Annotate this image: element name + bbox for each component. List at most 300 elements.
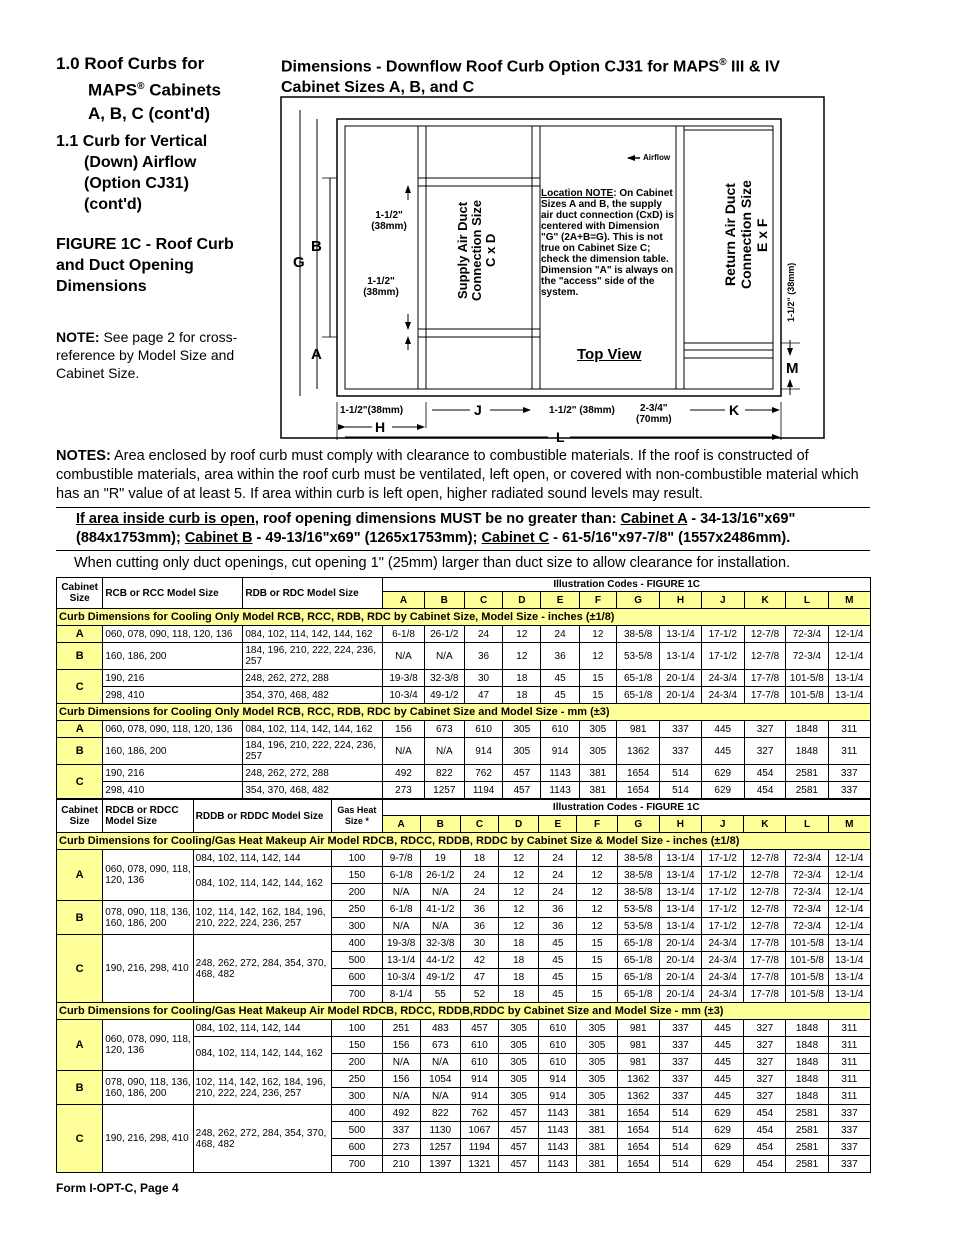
value-c: 24 <box>460 884 498 901</box>
table-row <box>57 687 871 704</box>
section-heading <box>56 52 276 125</box>
value-j: 629 <box>702 1122 744 1139</box>
cabinet-size: C <box>57 670 103 704</box>
value-d: 18 <box>503 670 541 687</box>
value-c: 47 <box>460 969 498 986</box>
diagram-title <box>281 52 881 98</box>
value-d: 12 <box>499 918 539 935</box>
value-d: 305 <box>499 1088 539 1105</box>
value-e: 610 <box>539 1054 577 1071</box>
value-f: 15 <box>577 969 617 986</box>
value-f: 12 <box>579 626 616 643</box>
value-k: 17-7/8 <box>744 969 786 986</box>
rdcb-model-size: 190, 216, 298, 410 <box>103 935 193 1003</box>
value-d: 457 <box>499 1156 539 1173</box>
value-f: 381 <box>579 765 616 782</box>
value-m: 12-1/4 <box>828 901 870 918</box>
value-e: 36 <box>539 918 577 935</box>
value-e: 24 <box>539 867 577 884</box>
value-k: 17-7/8 <box>744 687 785 704</box>
value-e: 45 <box>541 670 579 687</box>
value-a: 273 <box>383 782 424 799</box>
value-h: 20-1/4 <box>660 670 701 687</box>
value-k: 327 <box>744 1088 786 1105</box>
rddb-model-size: 084, 102, 114, 142, 144, 162 <box>193 1037 332 1071</box>
value-m: 311 <box>828 1020 870 1037</box>
value-b: N/A <box>424 738 464 765</box>
rdcb-model-size: 078, 090, 118, 136, 160, 186, 200 <box>103 1071 193 1105</box>
value-c: 42 <box>460 952 498 969</box>
cabinet-size: C <box>57 1105 103 1173</box>
value-k: 17-7/8 <box>744 952 786 969</box>
table-row <box>57 738 871 765</box>
header-illustration-codes: Illustration Codes - FIGURE 1C <box>383 578 871 592</box>
gap-upper-mm: (38mm) <box>371 221 407 232</box>
value-f: 381 <box>579 782 616 799</box>
value-m: 311 <box>828 738 870 765</box>
value-g: 38-5/8 <box>617 884 659 901</box>
value-g: 53-5/8 <box>617 901 659 918</box>
value-g: 65-1/8 <box>617 986 659 1003</box>
rcb-model-size: 190, 216 <box>103 765 243 782</box>
code-h: H <box>659 816 701 833</box>
value-b: 49-1/2 <box>420 969 460 986</box>
value-f: 15 <box>577 952 617 969</box>
value-c: 610 <box>464 721 502 738</box>
value-l: 101-5/8 <box>786 935 828 952</box>
supply-text: Supply Air Duct Connection Size <box>455 199 484 301</box>
value-j: 629 <box>702 1156 744 1173</box>
divider <box>56 507 870 508</box>
value-e: 24 <box>539 850 577 867</box>
dim-label-j: J <box>474 402 482 418</box>
notes-label: NOTES: <box>56 448 111 464</box>
value-j: 629 <box>702 1139 744 1156</box>
cabinet-b-label: Cabinet B <box>184 530 253 546</box>
rcb-model-size: 160, 186, 200 <box>103 643 243 670</box>
value-a: 10-3/4 <box>382 969 420 986</box>
dim-label-m: M <box>786 360 799 377</box>
value-h: 514 <box>659 1105 701 1122</box>
value-j: 17-1/2 <box>702 867 744 884</box>
bottom-gap-3 <box>636 403 672 425</box>
code-f: F <box>577 816 617 833</box>
rdb-model-size: 184, 196, 210, 222, 224, 236, 257 <box>243 738 383 765</box>
gas-heat-size: 200 <box>332 1054 382 1071</box>
value-m: 337 <box>828 782 870 799</box>
value-a: 156 <box>382 1071 420 1088</box>
value-f: 305 <box>579 721 616 738</box>
value-m: 13-1/4 <box>828 969 870 986</box>
value-a: 13-1/4 <box>382 952 420 969</box>
value-f: 15 <box>577 986 617 1003</box>
value-e: 45 <box>539 986 577 1003</box>
table-row <box>57 901 871 918</box>
value-a: 156 <box>383 721 424 738</box>
gas-heat-size: 250 <box>332 901 382 918</box>
value-c: 610 <box>460 1054 498 1071</box>
value-g: 981 <box>617 721 660 738</box>
value-j: 445 <box>702 1020 744 1037</box>
gas-heat-size: 400 <box>332 935 382 952</box>
value-d: 305 <box>499 1020 539 1037</box>
rdcb-model-size: 078, 090, 118, 136, 160, 186, 200 <box>103 901 193 935</box>
value-g: 1362 <box>617 738 660 765</box>
return-text: Return Air Duct Connection Size <box>722 180 754 290</box>
code-d: D <box>503 592 541 609</box>
value-h: 337 <box>659 1020 701 1037</box>
value-b: 19 <box>420 850 460 867</box>
cabinet-b-value: - 49-13/16"x69" (1265x1753mm); <box>252 530 482 546</box>
code-c: C <box>460 816 498 833</box>
value-b: 1054 <box>420 1071 460 1088</box>
value-k: 327 <box>744 721 785 738</box>
dim-label-g: G <box>293 254 305 271</box>
rddb-model-size: 102, 114, 142, 162, 184, 196, 210, 222, 224, 236, 257 <box>193 901 332 935</box>
gas-heat-size: 400 <box>332 1105 382 1122</box>
rdb-model-size: 354, 370, 468, 482 <box>243 782 383 799</box>
value-f: 12 <box>577 850 617 867</box>
code-h: H <box>660 592 701 609</box>
value-f: 15 <box>579 670 616 687</box>
value-f: 381 <box>577 1139 617 1156</box>
value-a: 156 <box>382 1037 420 1054</box>
value-d: 18 <box>499 969 539 986</box>
header-rdcb: RDCB or RDCC Model Size <box>103 800 193 833</box>
value-b: 822 <box>424 765 464 782</box>
rddb-model-size: 084, 102, 114, 142, 144, 162 <box>193 867 332 901</box>
value-k: 454 <box>744 1105 786 1122</box>
value-m: 12-1/4 <box>828 626 870 643</box>
header-rddb: RDDB or RDDC Model Size <box>193 800 332 833</box>
value-m: 337 <box>828 1122 870 1139</box>
value-a: 19-3/8 <box>382 935 420 952</box>
value-e: 610 <box>539 1037 577 1054</box>
value-j: 629 <box>701 765 744 782</box>
cabinet-size: B <box>57 643 103 670</box>
code-l: L <box>786 816 828 833</box>
value-g: 38-5/8 <box>617 850 659 867</box>
value-c: 52 <box>460 986 498 1003</box>
table-row <box>57 670 871 687</box>
header-gas-heat: Gas Heat Size * <box>332 800 382 833</box>
gas-heat-size: 600 <box>332 969 382 986</box>
value-k: 454 <box>744 1156 786 1173</box>
value-a: 8-1/4 <box>382 986 420 1003</box>
code-b: B <box>420 816 460 833</box>
table-row <box>57 765 871 782</box>
cabinet-size: A <box>57 850 103 901</box>
subsection-line2: (Down) Airflow <box>84 154 197 171</box>
gap-lower-mm: (38mm) <box>363 287 399 298</box>
value-e: 1143 <box>539 1139 577 1156</box>
value-m: 337 <box>828 1105 870 1122</box>
value-k: 12-7/8 <box>744 884 786 901</box>
value-m: 311 <box>828 1037 870 1054</box>
value-k: 12-7/8 <box>744 867 786 884</box>
cabinet-size: A <box>57 626 103 643</box>
value-e: 1143 <box>539 1122 577 1139</box>
value-d: 12 <box>499 901 539 918</box>
value-g: 53-5/8 <box>617 918 659 935</box>
value-k: 12-7/8 <box>744 918 786 935</box>
value-m: 13-1/4 <box>828 670 870 687</box>
header-rdb: RDB or RDC Model Size <box>243 578 383 609</box>
value-e: 36 <box>541 643 579 670</box>
value-f: 15 <box>577 935 617 952</box>
gap3-mm: (70mm) <box>636 414 672 425</box>
gas-heat-size: 500 <box>332 952 382 969</box>
bottom-gap-2: 1-1/2" (38mm) <box>549 405 615 416</box>
value-j: 24-3/4 <box>702 969 744 986</box>
section-row <box>57 833 871 850</box>
value-k: 12-7/8 <box>744 643 785 670</box>
value-g: 65-1/8 <box>617 935 659 952</box>
dim-label-a: A <box>311 346 322 363</box>
value-c: 30 <box>464 670 502 687</box>
value-h: 13-1/4 <box>659 918 701 935</box>
value-b: 44-1/2 <box>420 952 460 969</box>
gas-heat-size: 600 <box>332 1139 382 1156</box>
code-e: E <box>541 592 579 609</box>
code-k: K <box>744 816 786 833</box>
value-k: 12-7/8 <box>744 901 786 918</box>
value-l: 1848 <box>786 1071 828 1088</box>
rcb-model-size: 060, 078, 090, 118, 120, 136 <box>103 626 243 643</box>
value-d: 18 <box>499 952 539 969</box>
rdcb-model-size: 060, 078, 090, 118, 120, 136 <box>103 850 193 901</box>
code-a: A <box>383 592 424 609</box>
value-l: 2581 <box>786 765 828 782</box>
value-m: 12-1/4 <box>828 867 870 884</box>
diagram-title-line2: Cabinet Sizes A, B, and C <box>281 79 475 97</box>
value-a: N/A <box>382 1054 420 1071</box>
value-e: 45 <box>539 935 577 952</box>
value-m: 12-1/4 <box>828 643 870 670</box>
rcb-model-size: 298, 410 <box>103 782 243 799</box>
value-j: 17-1/2 <box>702 884 744 901</box>
code-f: F <box>579 592 616 609</box>
value-a: N/A <box>382 918 420 935</box>
rddb-model-size: 084, 102, 114, 142, 144 <box>193 1020 332 1037</box>
value-f: 12 <box>577 918 617 935</box>
value-j: 629 <box>702 1105 744 1122</box>
value-j: 24-3/4 <box>701 670 744 687</box>
rcb-model-size: 060, 078, 090, 118, 120, 136 <box>103 721 243 738</box>
value-g: 65-1/8 <box>617 670 660 687</box>
value-h: 20-1/4 <box>659 935 701 952</box>
rddb-model-size: 248, 262, 272, 284, 354, 370, 468, 482 <box>193 935 332 1003</box>
value-f: 305 <box>577 1037 617 1054</box>
value-g: 1654 <box>617 1139 659 1156</box>
value-c: 24 <box>464 626 502 643</box>
value-b: 41-1/2 <box>420 901 460 918</box>
value-d: 18 <box>499 935 539 952</box>
note-label: NOTE: <box>56 329 100 345</box>
value-b: N/A <box>420 884 460 901</box>
gap-label-upper <box>366 210 412 232</box>
value-m: 311 <box>828 1054 870 1071</box>
value-m: 311 <box>828 721 870 738</box>
code-c: C <box>464 592 502 609</box>
code-a: A <box>382 816 420 833</box>
value-h: 13-1/4 <box>660 643 701 670</box>
value-e: 914 <box>539 1071 577 1088</box>
rdcb-model-size: 060, 078, 090, 118, 120, 136 <box>103 1020 193 1071</box>
value-a: N/A <box>383 643 424 670</box>
rddb-model-size: 084, 102, 114, 142, 144 <box>193 850 332 867</box>
maps-text: MAPS <box>88 80 138 100</box>
diagram-title-line1 <box>281 52 881 77</box>
value-k: 327 <box>744 738 785 765</box>
location-note <box>541 188 676 298</box>
value-b: N/A <box>420 1054 460 1071</box>
value-c: 1067 <box>460 1122 498 1139</box>
value-m: 337 <box>828 1139 870 1156</box>
value-l: 72-3/4 <box>786 626 828 643</box>
value-b: 483 <box>420 1020 460 1037</box>
cooling-only-table <box>56 577 871 799</box>
cabinet-size: C <box>57 765 103 799</box>
value-a: 273 <box>382 1139 420 1156</box>
value-d: 457 <box>503 765 541 782</box>
value-l: 72-3/4 <box>786 884 828 901</box>
value-b: 49-1/2 <box>424 687 464 704</box>
value-f: 305 <box>579 738 616 765</box>
value-c: 36 <box>460 918 498 935</box>
value-h: 13-1/4 <box>659 884 701 901</box>
gas-heat-size: 150 <box>332 867 382 884</box>
cabinet-c-label: Cabinet C <box>481 530 550 546</box>
value-f: 305 <box>577 1071 617 1088</box>
value-g: 1654 <box>617 765 660 782</box>
cabinet-a-mm: (884x1753mm); <box>76 530 185 546</box>
value-g: 1654 <box>617 782 660 799</box>
rddb-model-size: 102, 114, 142, 162, 184, 196, 210, 222, 224, 236, 257 <box>193 1071 332 1105</box>
value-e: 1143 <box>541 765 579 782</box>
value-g: 1362 <box>617 1088 659 1105</box>
value-f: 15 <box>579 687 616 704</box>
registered-mark: ® <box>719 57 727 68</box>
registered-mark: ® <box>137 81 145 92</box>
value-b: N/A <box>420 1088 460 1105</box>
value-l: 1848 <box>786 738 828 765</box>
value-l: 72-3/4 <box>786 867 828 884</box>
value-d: 305 <box>499 1054 539 1071</box>
value-c: 914 <box>464 738 502 765</box>
value-g: 65-1/8 <box>617 687 660 704</box>
dim-label-b: B <box>311 238 322 255</box>
value-h: 13-1/4 <box>659 901 701 918</box>
opening-limits <box>76 510 876 548</box>
subsection-line4: (cont'd) <box>84 196 143 213</box>
value-a: N/A <box>382 884 420 901</box>
value-k: 12-7/8 <box>744 850 786 867</box>
section-row <box>57 1003 871 1020</box>
value-c: 1194 <box>460 1139 498 1156</box>
cutting-note: When cutting only duct openings, cut opening 1" (25mm) larger than duct size to allow clearance for installation. <box>74 555 791 571</box>
value-f: 381 <box>577 1105 617 1122</box>
cabinet-size: A <box>57 721 103 738</box>
value-c: 762 <box>460 1105 498 1122</box>
value-c: 24 <box>460 867 498 884</box>
gap-label-lower <box>358 276 404 298</box>
value-e: 610 <box>539 1020 577 1037</box>
code-g: G <box>617 592 660 609</box>
table-row <box>57 1105 871 1122</box>
value-h: 514 <box>659 1139 701 1156</box>
value-d: 305 <box>499 1071 539 1088</box>
value-h: 514 <box>659 1156 701 1173</box>
value-c: 18 <box>460 850 498 867</box>
rcb-model-size: 298, 410 <box>103 687 243 704</box>
value-c: 457 <box>460 1020 498 1037</box>
value-b: 673 <box>424 721 464 738</box>
value-j: 445 <box>702 1037 744 1054</box>
table-row <box>57 850 871 867</box>
value-h: 337 <box>659 1037 701 1054</box>
section-title-line3: A, B, C (cont'd) <box>88 103 211 123</box>
gap-lower-in: 1-1/2" <box>367 276 395 287</box>
cabinet-size: B <box>57 901 103 935</box>
value-c: 914 <box>460 1088 498 1105</box>
value-b: 32-3/8 <box>424 670 464 687</box>
value-j: 17-1/2 <box>702 918 744 935</box>
cabinet-size: B <box>57 738 103 765</box>
header-cabinet-size: Cabinet Size <box>57 578 103 609</box>
gas-heat-table <box>56 799 871 1173</box>
value-g: 65-1/8 <box>617 952 659 969</box>
value-b: 1257 <box>420 1139 460 1156</box>
value-g: 1654 <box>617 1156 659 1173</box>
value-j: 17-1/2 <box>701 643 744 670</box>
clearance-notes <box>56 447 876 504</box>
value-h: 13-1/4 <box>660 626 701 643</box>
value-h: 337 <box>659 1088 701 1105</box>
dim-label-k: K <box>729 402 740 418</box>
value-l: 2581 <box>786 1105 828 1122</box>
value-k: 17-7/8 <box>744 986 786 1003</box>
return-duct-label <box>722 150 770 320</box>
value-b: 1130 <box>420 1122 460 1139</box>
value-m: 12-1/4 <box>828 850 870 867</box>
section-row <box>57 609 871 626</box>
value-c: 914 <box>460 1071 498 1088</box>
value-j: 445 <box>702 1054 744 1071</box>
cabinets-text: Cabinets <box>144 80 222 100</box>
value-a: 6-1/8 <box>382 901 420 918</box>
cabinet-size: B <box>57 1071 103 1105</box>
dim-label-h: H <box>375 419 386 435</box>
value-a: 492 <box>382 1105 420 1122</box>
value-j: 17-1/2 <box>702 901 744 918</box>
value-m: 13-1/4 <box>828 687 870 704</box>
table-row <box>57 1020 871 1037</box>
section-title: Curb Dimensions for Cooling/Gas Heat Makeup Air Model RDCB, RDCC, RDDB, RDDC by Cabinet Size & Model Size - inches (±1/8) <box>57 833 871 850</box>
right-gap-label: 1-1/2" (38mm) <box>786 262 796 322</box>
value-d: 12 <box>499 884 539 901</box>
table-row <box>57 721 871 738</box>
value-f: 305 <box>577 1020 617 1037</box>
rcb-model-size: 190, 216 <box>103 670 243 687</box>
value-k: 327 <box>744 1054 786 1071</box>
value-f: 381 <box>577 1122 617 1139</box>
value-l: 101-5/8 <box>786 969 828 986</box>
value-l: 101-5/8 <box>786 670 828 687</box>
code-m: M <box>828 592 870 609</box>
value-j: 24-3/4 <box>702 935 744 952</box>
value-g: 981 <box>617 1037 659 1054</box>
